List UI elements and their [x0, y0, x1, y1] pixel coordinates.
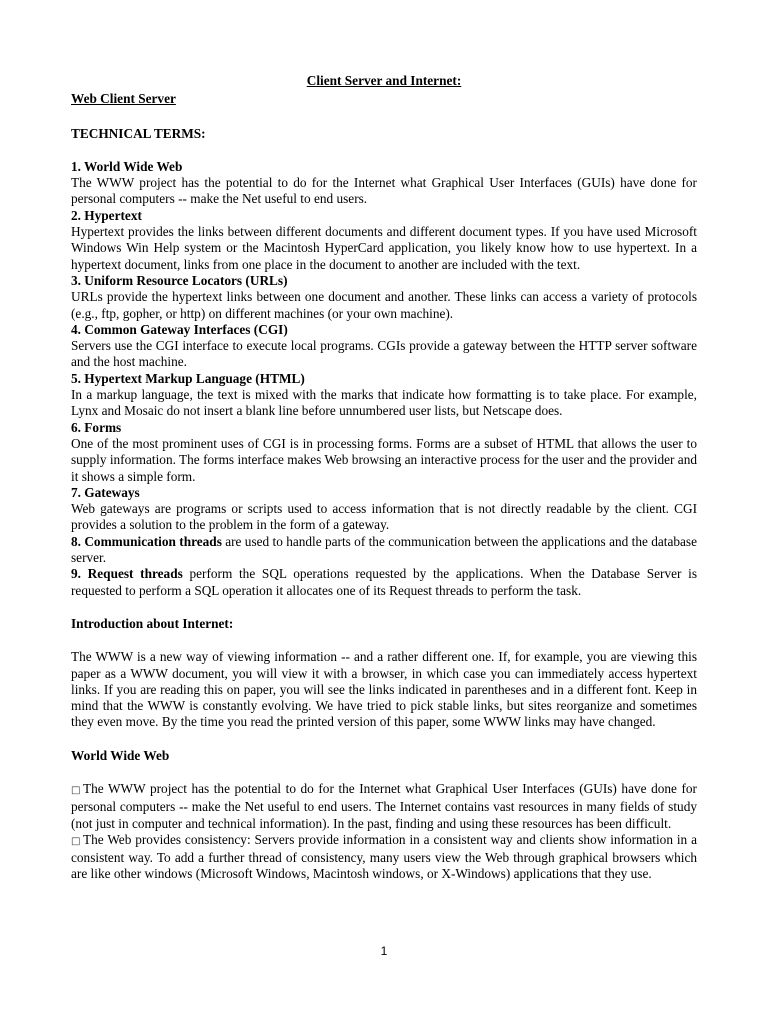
bullet-square-icon: □	[71, 784, 81, 796]
intro-heading: Introduction about Internet:	[71, 615, 234, 631]
bullet-item	[71, 781, 697, 832]
term-body: Web gateways are programs or scripts used to access information that is not directly readable by the client. CGI provides a solution to the problem in the form of a gateway.	[71, 501, 697, 533]
inline-term-item	[71, 566, 697, 599]
technical-terms-heading: TECHNICAL TERMS:	[71, 125, 206, 141]
term-title: 4. Common Gateway Interfaces (CGI)	[71, 321, 288, 337]
term-item	[71, 371, 697, 420]
www-heading: World Wide Web	[71, 747, 170, 763]
bullet-text: The WWW project has the potential to do for the Internet what Graphical User Interfaces (GUIs) have done for personal computers -- make the Net useful to end users. The Internet contains vast resources in many fields of study (not just in computer and technical information). In the past, finding and using these resources has been difficult.	[71, 780, 697, 831]
term-body: URLs provide the hypertext links between one document and another. These links can access a variety of protocols (e.g., ftp, gopher, or http) on different machines (or your own machine).	[71, 289, 697, 321]
term-title: 6. Forms	[71, 419, 122, 435]
term-item	[71, 208, 697, 273]
document-subtitle: Web Client Server	[71, 91, 176, 107]
term-title: 5. Hypertext Markup Language (HTML)	[71, 370, 305, 386]
document-page	[71, 73, 697, 883]
www-bullet-list	[71, 781, 697, 883]
page-number: 1	[380, 944, 388, 958]
term-body: The WWW project has the potential to do for the Internet what Graphical User Interfaces (GUIs) have done for personal computers -- make the Net useful to end users.	[71, 175, 697, 207]
intro-paragraph: The WWW is a new way of viewing information -- and a rather different one. If, for example, you are viewing this paper as a WWW document, you will view it with a browser, in which case you can immediately access hypertext links. If you are reading this on paper, you will see the links indicated in parentheses and in a different font. Keep in mind that the WWW is constantly evolving. We have tried to pick stable links, but sites reorganize and sometimes they even move. By the time you read the printed version of this paper, some WWW links may have changed.	[71, 649, 697, 730]
term-title: 7. Gateways	[71, 484, 140, 500]
inline-term-item	[71, 534, 697, 567]
term-body: Servers use the CGI interface to execute local programs. CGIs provide a gateway between the HTTP server software and the host machine.	[71, 338, 697, 370]
term-body: Hypertext provides the links between different documents and different document types. If you have used Microsoft Windows Win Help system or the Macintosh HyperCard application, you likely know how to use hypertext. In a hypertext document, links from one place in the document to another are included with the text.	[71, 224, 697, 272]
term-body: In a markup language, the text is mixed with the marks that indicate how formatting is to take place. For example, Lynx and Mosaic do not insert a blank line before unnumbered user lists, but Netscape does.	[71, 387, 697, 419]
term-item	[71, 273, 697, 322]
bullet-item	[71, 832, 697, 883]
term-title: 2. Hypertext	[71, 207, 142, 223]
term-item	[71, 159, 697, 208]
inline-term-body: perform the SQL operations requested by the applications. When the Database Server is requested to perform a SQL operation it allocates one of its Request threads to perform the task.	[71, 566, 697, 598]
term-item	[71, 485, 697, 534]
inline-term-title: 8. Communication threads	[71, 533, 222, 549]
term-title: 3. Uniform Resource Locators (URLs)	[71, 272, 288, 288]
document-title: Client Server and Internet:	[306, 73, 462, 88]
term-item	[71, 322, 697, 371]
term-body: One of the most prominent uses of CGI is in processing forms. Forms are a subset of HTML that allows the user to supply information. The forms interface makes Web browsing an interactive process for the user and the provider and it shows a simple form.	[71, 435, 697, 484]
inline-term-body: are used to handle parts of the communication between the applications and the database server.	[71, 533, 697, 566]
inline-term-title: 9. Request threads	[71, 566, 183, 582]
bullet-square-icon: □	[71, 835, 81, 847]
technical-terms-list	[71, 159, 697, 599]
bullet-text: The Web provides consistency: Servers provide information in a consistent way and clients show information in a consistent way. To add a further thread of consistency, many users view the Web through graphical browsers which are like other windows (Microsoft Windows, Macintosh windows, or X-Windows) applications that they use.	[71, 831, 697, 882]
term-title: 1. World Wide Web	[71, 158, 183, 174]
term-item	[71, 420, 697, 485]
